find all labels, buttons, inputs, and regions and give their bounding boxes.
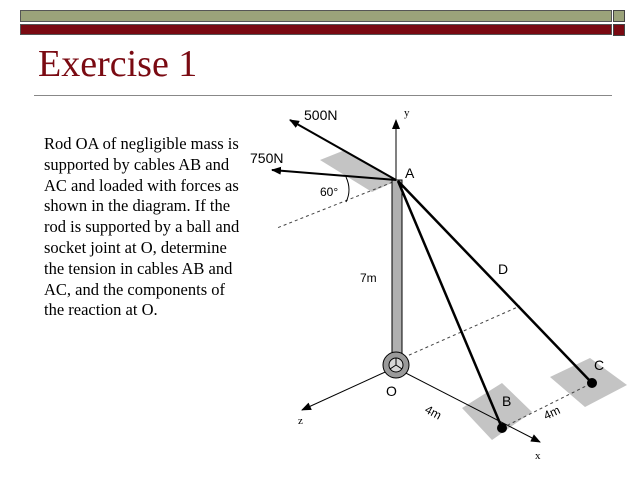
anchor-C (587, 378, 597, 388)
label-A: A (405, 165, 415, 181)
angle-arc (346, 177, 349, 202)
label-750N: 750N (250, 150, 284, 166)
label-4m-z: 4m (541, 402, 563, 423)
label-angle: 60° (320, 185, 339, 199)
label-z-axis: z (298, 415, 303, 427)
anchor-B (497, 423, 507, 433)
label-500N: 500N (304, 107, 338, 123)
label-y-axis: y (404, 107, 410, 119)
problem-statement: Rod OA of negligible mass is supported by cables AB and AC and loaded with forces as shown in the diagram. If the rod is supported by a ball and socket joint at O, determine the tension in cables AB and AC, and the components of the reaction at O. (44, 134, 240, 320)
shaded-plane-B (462, 383, 532, 440)
label-4m-x: 4m (422, 402, 444, 423)
rod-OA (392, 180, 402, 365)
dashed-line-mid (398, 306, 520, 360)
cable-AB (398, 181, 502, 428)
label-C: C (594, 357, 605, 373)
label-D: D (498, 261, 509, 277)
label-x-axis: x (535, 450, 541, 462)
label-B: B (502, 393, 512, 409)
cable-AC (398, 181, 592, 383)
slide-title: Exercise 1 (38, 43, 198, 85)
label-7m: 7m (360, 271, 377, 285)
z-axis (302, 368, 394, 410)
label-O: O (386, 383, 397, 399)
